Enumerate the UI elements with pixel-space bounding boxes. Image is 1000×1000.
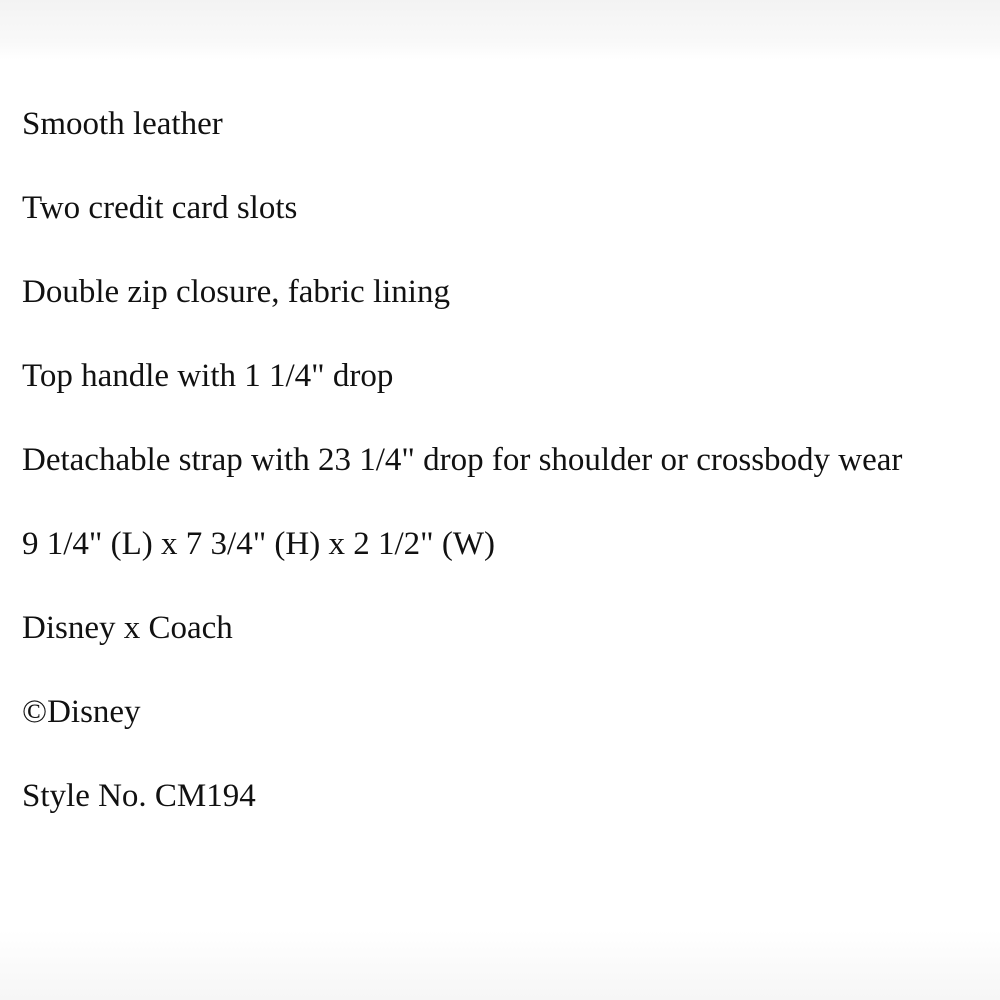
product-details-list [22,101,962,857]
detail-handle: Top handle with 1 1/4" drop [22,358,394,394]
detail-card-slots: Two credit card slots [22,190,298,226]
detail-collaboration: Disney x Coach [22,610,233,646]
detail-copyright: ©Disney [22,694,141,730]
detail-strap: Detachable strap with 23 1/4" drop for shoulder or crossbody wear [22,442,903,478]
top-shadow [0,0,1000,60]
bottom-shadow [0,930,1000,1000]
detail-material: Smooth leather [22,106,223,142]
detail-dimensions: 9 1/4" (L) x 7 3/4" (H) x 2 1/2" (W) [22,526,495,562]
detail-closure: Double zip closure, fabric lining [22,274,450,310]
detail-style-number: Style No. CM194 [22,778,256,814]
